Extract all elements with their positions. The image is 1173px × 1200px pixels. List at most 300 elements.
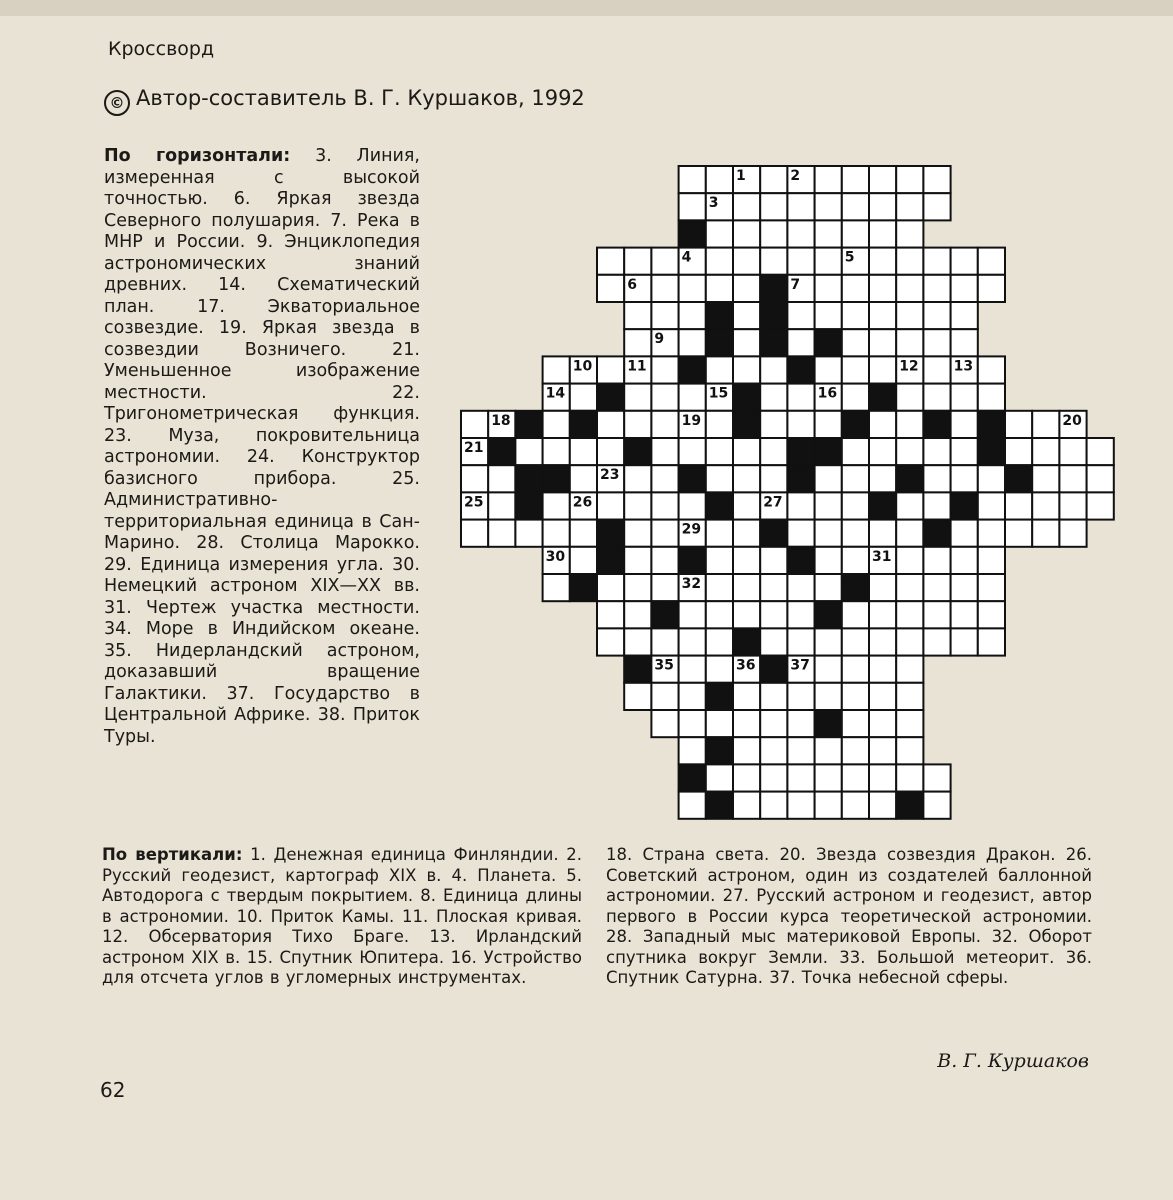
crossword-cell[interactable] bbox=[570, 438, 597, 465]
crossword-cell[interactable] bbox=[923, 166, 950, 193]
crossword-cell[interactable] bbox=[978, 547, 1005, 574]
crossword-cell[interactable] bbox=[869, 737, 896, 764]
crossword-cell[interactable] bbox=[679, 329, 706, 356]
crossword-number: 25 bbox=[464, 494, 484, 511]
crossword-cell[interactable] bbox=[951, 275, 978, 302]
crossword-cell[interactable] bbox=[842, 220, 869, 247]
crossword-cell[interactable] bbox=[624, 302, 651, 329]
crossword-cell[interactable] bbox=[651, 520, 678, 547]
crossword-cell[interactable] bbox=[679, 683, 706, 710]
crossword-cell[interactable] bbox=[787, 492, 814, 519]
crossword-cell[interactable] bbox=[896, 302, 923, 329]
crossword-cell[interactable] bbox=[951, 248, 978, 275]
crossword-cell[interactable] bbox=[842, 302, 869, 329]
crossword-cell[interactable] bbox=[815, 792, 842, 819]
crossword-cell[interactable] bbox=[733, 520, 760, 547]
crossword-cell[interactable] bbox=[842, 438, 869, 465]
crossword-cell[interactable] bbox=[896, 329, 923, 356]
crossword-number: 11 bbox=[627, 358, 647, 375]
crossword-cell[interactable] bbox=[760, 193, 787, 220]
crossword-cell[interactable] bbox=[706, 465, 733, 492]
crossword-cell[interactable] bbox=[651, 710, 678, 737]
crossword-cell[interactable] bbox=[461, 465, 488, 492]
crossword-cell[interactable] bbox=[842, 710, 869, 737]
crossword-cell[interactable] bbox=[733, 302, 760, 329]
crossword-cell[interactable] bbox=[978, 492, 1005, 519]
crossword-cell[interactable] bbox=[488, 465, 515, 492]
crossword-cell[interactable] bbox=[896, 275, 923, 302]
crossword-cell[interactable] bbox=[624, 547, 651, 574]
crossword-cell[interactable] bbox=[815, 574, 842, 601]
crossword-cell[interactable] bbox=[869, 438, 896, 465]
crossword-cell[interactable] bbox=[543, 492, 570, 519]
crossword-cell[interactable] bbox=[570, 465, 597, 492]
crossword-cell[interactable] bbox=[896, 601, 923, 628]
crossword-cell[interactable] bbox=[869, 628, 896, 655]
crossword-cell[interactable] bbox=[733, 438, 760, 465]
crossword-cell[interactable] bbox=[896, 737, 923, 764]
crossword-number: 36 bbox=[736, 657, 756, 674]
crossword-cell[interactable] bbox=[923, 384, 950, 411]
crossword-cell[interactable] bbox=[624, 520, 651, 547]
crossword-cell[interactable] bbox=[815, 683, 842, 710]
crossword-cell[interactable] bbox=[1059, 438, 1086, 465]
crossword-cell[interactable] bbox=[869, 465, 896, 492]
crossword-cell[interactable] bbox=[923, 302, 950, 329]
crossword-cell[interactable] bbox=[1005, 438, 1032, 465]
crossword-cell[interactable] bbox=[706, 166, 733, 193]
crossword-cell[interactable] bbox=[951, 601, 978, 628]
crossword-cell[interactable] bbox=[1087, 438, 1114, 465]
crossword-cell[interactable] bbox=[787, 193, 814, 220]
crossword-cell[interactable] bbox=[815, 220, 842, 247]
crossword-cell[interactable] bbox=[760, 547, 787, 574]
crossword-cell[interactable] bbox=[760, 248, 787, 275]
crossword-cell[interactable] bbox=[651, 248, 678, 275]
crossword-cell[interactable] bbox=[842, 275, 869, 302]
crossword-cell[interactable] bbox=[951, 628, 978, 655]
crossword-cell[interactable] bbox=[842, 737, 869, 764]
crossword-cell[interactable] bbox=[923, 193, 950, 220]
crossword-cell[interactable] bbox=[842, 193, 869, 220]
crossword-cell[interactable] bbox=[651, 465, 678, 492]
crossword-cell[interactable] bbox=[842, 792, 869, 819]
crossword-cell[interactable] bbox=[733, 329, 760, 356]
crossword-cell[interactable] bbox=[679, 438, 706, 465]
crossword-cell[interactable] bbox=[597, 601, 624, 628]
crossword-cell[interactable] bbox=[787, 248, 814, 275]
crossword-cell[interactable] bbox=[842, 683, 869, 710]
crossword-cell[interactable] bbox=[679, 656, 706, 683]
crossword-cell[interactable] bbox=[896, 683, 923, 710]
crossword-cell[interactable] bbox=[787, 302, 814, 329]
crossword-cell[interactable] bbox=[1005, 492, 1032, 519]
crossword-cell[interactable] bbox=[842, 764, 869, 791]
crossword-cell[interactable] bbox=[706, 601, 733, 628]
crossword-cell[interactable] bbox=[760, 737, 787, 764]
crossword-number: 38 bbox=[708, 739, 729, 756]
crossword-cell[interactable] bbox=[733, 737, 760, 764]
crossword-cell[interactable] bbox=[951, 520, 978, 547]
crossword-cell[interactable] bbox=[760, 465, 787, 492]
crossword-cell[interactable] bbox=[787, 792, 814, 819]
crossword-cell[interactable] bbox=[869, 683, 896, 710]
crossword-cell[interactable] bbox=[896, 384, 923, 411]
crossword-cell[interactable] bbox=[679, 737, 706, 764]
crossword-cell[interactable] bbox=[869, 574, 896, 601]
crossword-cell[interactable] bbox=[842, 547, 869, 574]
crossword-cell[interactable] bbox=[1005, 411, 1032, 438]
crossword-cell[interactable] bbox=[1032, 411, 1059, 438]
crossword-cell[interactable] bbox=[733, 193, 760, 220]
crossword-cell[interactable] bbox=[842, 384, 869, 411]
crossword-cell[interactable] bbox=[842, 628, 869, 655]
crossword-cell[interactable] bbox=[978, 465, 1005, 492]
crossword-number: 14 bbox=[545, 385, 566, 402]
crossword-cell[interactable] bbox=[842, 356, 869, 383]
crossword-cell[interactable] bbox=[815, 520, 842, 547]
crossword-cell[interactable] bbox=[842, 601, 869, 628]
crossword-cell[interactable] bbox=[978, 520, 1005, 547]
crossword-cell[interactable] bbox=[706, 438, 733, 465]
crossword-cell[interactable] bbox=[978, 601, 1005, 628]
crossword-cell[interactable] bbox=[923, 628, 950, 655]
crossword-cell[interactable] bbox=[488, 492, 515, 519]
crossword-cell[interactable] bbox=[597, 438, 624, 465]
crossword-cell[interactable] bbox=[869, 275, 896, 302]
crossword-cell[interactable] bbox=[461, 411, 488, 438]
crossword-cell[interactable] bbox=[733, 248, 760, 275]
crossword-cell[interactable] bbox=[733, 465, 760, 492]
crossword-cell[interactable] bbox=[760, 574, 787, 601]
crossword-cell[interactable] bbox=[1087, 492, 1114, 519]
crossword-cell[interactable] bbox=[733, 547, 760, 574]
crossword-cell[interactable] bbox=[760, 384, 787, 411]
crossword-cell[interactable] bbox=[923, 492, 950, 519]
crossword-cell[interactable] bbox=[815, 248, 842, 275]
crossword-cell[interactable] bbox=[896, 574, 923, 601]
crossword-black-cell bbox=[760, 329, 787, 356]
crossword-cell[interactable] bbox=[679, 492, 706, 519]
crossword-cell[interactable] bbox=[951, 302, 978, 329]
across-text: 3. Линия, измеренная с высокой точностью. 6. Яркая звезда Северного полушария. 7. Река в МНР и России. 9. Энциклопедия астрономических знаний древних. 14. Схематический план. 17. Экваториальное созвездие. 19. Яркая звезда в созвездии Возничего. 21. Уменьшенное изображение местности. 22. Тригонометрическая функция. 23. Муза, покровительница астрономии. 24. Конструктор базисного прибора. 25. Административно-территориальная единица в Сан-Марино. 28. Столица Марокко. 29. Единица измерения угла. 30. Немецкий астроном XIX—XX вв. 31. Чертеж участка местности. 34. Море в Индийском океане. 35. Нидерландский астроном, доказавший вращение Галактики. 37. Государство в Центральной Африке. 38. Приток Туры. bbox=[104, 146, 420, 747]
crossword-cell[interactable] bbox=[760, 683, 787, 710]
crossword-number: 6 bbox=[627, 276, 637, 293]
crossword-cell[interactable] bbox=[679, 628, 706, 655]
crossword-cell[interactable] bbox=[733, 356, 760, 383]
crossword-cell[interactable] bbox=[869, 302, 896, 329]
crossword-cell[interactable] bbox=[923, 248, 950, 275]
crossword-cell[interactable] bbox=[733, 220, 760, 247]
crossword-cell[interactable] bbox=[869, 329, 896, 356]
crossword-cell[interactable] bbox=[869, 601, 896, 628]
crossword-cell[interactable] bbox=[896, 492, 923, 519]
crossword-black-cell bbox=[842, 411, 869, 438]
crossword-cell[interactable] bbox=[651, 547, 678, 574]
crossword-cell[interactable] bbox=[597, 628, 624, 655]
crossword-cell[interactable] bbox=[597, 248, 624, 275]
crossword-black-cell bbox=[597, 520, 624, 547]
crossword-cell[interactable] bbox=[1032, 438, 1059, 465]
crossword-cell[interactable] bbox=[923, 574, 950, 601]
crossword-cell[interactable] bbox=[651, 356, 678, 383]
crossword-cell[interactable] bbox=[624, 628, 651, 655]
crossword-cell[interactable] bbox=[733, 574, 760, 601]
crossword-cell[interactable] bbox=[651, 302, 678, 329]
crossword-cell[interactable] bbox=[842, 329, 869, 356]
crossword-cell[interactable] bbox=[624, 492, 651, 519]
crossword-cell[interactable] bbox=[760, 411, 787, 438]
crossword-cell[interactable] bbox=[706, 275, 733, 302]
crossword-cell[interactable] bbox=[923, 547, 950, 574]
crossword-cell[interactable] bbox=[733, 492, 760, 519]
crossword-cell[interactable] bbox=[951, 547, 978, 574]
crossword-cell[interactable] bbox=[923, 601, 950, 628]
crossword-cell[interactable] bbox=[706, 547, 733, 574]
crossword-cell[interactable] bbox=[706, 764, 733, 791]
crossword-cell[interactable] bbox=[869, 411, 896, 438]
crossword-cell[interactable] bbox=[760, 628, 787, 655]
crossword-cell[interactable] bbox=[706, 656, 733, 683]
crossword-cell[interactable] bbox=[651, 628, 678, 655]
crossword-cell[interactable] bbox=[815, 764, 842, 791]
crossword-cell[interactable] bbox=[815, 411, 842, 438]
crossword-number: 30 bbox=[545, 548, 566, 565]
crossword-cell[interactable] bbox=[706, 220, 733, 247]
crossword-cell[interactable] bbox=[787, 764, 814, 791]
crossword-cell[interactable] bbox=[842, 520, 869, 547]
crossword-cell[interactable] bbox=[869, 193, 896, 220]
crossword-number: 19 bbox=[681, 412, 702, 429]
crossword-cell[interactable] bbox=[679, 792, 706, 819]
crossword-cell[interactable] bbox=[706, 574, 733, 601]
crossword-cell[interactable] bbox=[679, 384, 706, 411]
crossword-cell[interactable] bbox=[923, 764, 950, 791]
crossword-cell[interactable] bbox=[543, 411, 570, 438]
crossword-cell[interactable] bbox=[978, 384, 1005, 411]
crossword-cell[interactable] bbox=[842, 465, 869, 492]
crossword-cell[interactable] bbox=[733, 601, 760, 628]
crossword-cell[interactable] bbox=[488, 520, 515, 547]
crossword-cell[interactable] bbox=[869, 248, 896, 275]
crossword-cell[interactable] bbox=[760, 710, 787, 737]
crossword-cell[interactable] bbox=[842, 492, 869, 519]
crossword-cell[interactable] bbox=[651, 411, 678, 438]
crossword-cell[interactable] bbox=[597, 356, 624, 383]
crossword-cell[interactable] bbox=[624, 601, 651, 628]
crossword-cell[interactable] bbox=[787, 683, 814, 710]
crossword-cell[interactable] bbox=[570, 384, 597, 411]
crossword-cell[interactable] bbox=[1005, 520, 1032, 547]
crossword-cell[interactable] bbox=[733, 275, 760, 302]
crossword-cell[interactable] bbox=[706, 520, 733, 547]
crossword-cell[interactable] bbox=[842, 656, 869, 683]
crossword-number: 15 bbox=[708, 385, 729, 402]
crossword-cell[interactable] bbox=[760, 166, 787, 193]
crossword-cell[interactable] bbox=[570, 520, 597, 547]
crossword-cell[interactable] bbox=[461, 520, 488, 547]
crossword-cell[interactable] bbox=[679, 710, 706, 737]
crossword-cell[interactable] bbox=[679, 601, 706, 628]
crossword-cell[interactable] bbox=[515, 520, 542, 547]
crossword-cell[interactable] bbox=[706, 628, 733, 655]
crossword-cell[interactable] bbox=[760, 356, 787, 383]
crossword-cell[interactable] bbox=[651, 574, 678, 601]
crossword-cell[interactable] bbox=[923, 792, 950, 819]
crossword-cell[interactable] bbox=[679, 302, 706, 329]
crossword-cell[interactable] bbox=[706, 356, 733, 383]
crossword-cell[interactable] bbox=[923, 438, 950, 465]
crossword-cell[interactable] bbox=[787, 329, 814, 356]
crossword-cell[interactable] bbox=[978, 574, 1005, 601]
crossword-cell[interactable] bbox=[1032, 492, 1059, 519]
crossword-cell[interactable] bbox=[815, 465, 842, 492]
crossword-cell[interactable] bbox=[951, 465, 978, 492]
crossword-cell[interactable] bbox=[869, 764, 896, 791]
crossword-cell[interactable] bbox=[543, 574, 570, 601]
crossword-cell[interactable] bbox=[896, 710, 923, 737]
crossword-cell[interactable] bbox=[679, 193, 706, 220]
crossword-cell[interactable] bbox=[733, 683, 760, 710]
crossword-cell[interactable] bbox=[543, 438, 570, 465]
crossword-cell[interactable] bbox=[760, 764, 787, 791]
crossword-cell[interactable] bbox=[978, 275, 1005, 302]
crossword-cell[interactable] bbox=[543, 356, 570, 383]
crossword-cell[interactable] bbox=[815, 166, 842, 193]
crossword-cell[interactable] bbox=[951, 411, 978, 438]
crossword-cell[interactable] bbox=[1059, 492, 1086, 519]
crossword-number: 29 bbox=[681, 521, 702, 538]
crossword-cell[interactable] bbox=[624, 248, 651, 275]
crossword-cell[interactable] bbox=[815, 302, 842, 329]
crossword-black-cell bbox=[515, 465, 542, 492]
crossword-cell[interactable] bbox=[597, 574, 624, 601]
crossword-cell[interactable] bbox=[815, 492, 842, 519]
crossword-cell[interactable] bbox=[896, 411, 923, 438]
crossword-cell[interactable] bbox=[951, 384, 978, 411]
crossword-cell[interactable] bbox=[597, 411, 624, 438]
crossword-cell[interactable] bbox=[787, 574, 814, 601]
crossword-cell[interactable] bbox=[923, 275, 950, 302]
crossword-cell[interactable] bbox=[706, 710, 733, 737]
crossword-cell[interactable] bbox=[1032, 520, 1059, 547]
crossword-cell[interactable] bbox=[923, 356, 950, 383]
crossword-cell[interactable] bbox=[760, 792, 787, 819]
crossword-cell[interactable] bbox=[869, 356, 896, 383]
crossword-cell[interactable] bbox=[978, 356, 1005, 383]
crossword-cell[interactable] bbox=[787, 737, 814, 764]
crossword-cell[interactable] bbox=[787, 411, 814, 438]
crossword-cell[interactable] bbox=[787, 601, 814, 628]
crossword-cell[interactable] bbox=[787, 710, 814, 737]
crossword-cell[interactable] bbox=[624, 329, 651, 356]
crossword-cell[interactable] bbox=[978, 248, 1005, 275]
crossword-cell[interactable] bbox=[733, 710, 760, 737]
crossword-cell[interactable] bbox=[651, 683, 678, 710]
down-text-2: 18. Страна света. 20. Звезда созвездия Дракон. 26. Советский астроном, один из создателей баллонной астрономии. 27. Русский астроном и геодезист, автор первого в России курса теоретической астрономии. 28. Западный мыс материковой Европы. 32. Оборот спутника вокруг Земли. 33. Большой метеорит. 36. Спутник Сатурна. 37. Точка небесной сферы. bbox=[606, 845, 1092, 987]
crossword-cell[interactable] bbox=[679, 166, 706, 193]
crossword-cell[interactable] bbox=[624, 574, 651, 601]
crossword-cell[interactable] bbox=[869, 710, 896, 737]
crossword-cell[interactable] bbox=[624, 411, 651, 438]
crossword-cell[interactable] bbox=[923, 329, 950, 356]
crossword-cell[interactable] bbox=[978, 628, 1005, 655]
crossword-cell[interactable] bbox=[543, 520, 570, 547]
crossword-cell[interactable] bbox=[815, 193, 842, 220]
crossword-number: 35 bbox=[654, 657, 674, 674]
crossword-cell[interactable] bbox=[787, 384, 814, 411]
crossword-cell[interactable] bbox=[815, 737, 842, 764]
crossword-cell[interactable] bbox=[1059, 520, 1086, 547]
crossword-cell[interactable] bbox=[951, 574, 978, 601]
crossword-cell[interactable] bbox=[896, 220, 923, 247]
crossword-cell[interactable] bbox=[706, 248, 733, 275]
crossword-cell[interactable] bbox=[760, 601, 787, 628]
crossword-cell[interactable] bbox=[787, 628, 814, 655]
crossword-black-cell bbox=[869, 492, 896, 519]
crossword-cell[interactable] bbox=[869, 792, 896, 819]
crossword-cell[interactable] bbox=[733, 792, 760, 819]
crossword-cell[interactable] bbox=[869, 166, 896, 193]
crossword-cell[interactable] bbox=[869, 656, 896, 683]
crossword-cell[interactable] bbox=[815, 656, 842, 683]
crossword-number: 37 bbox=[790, 657, 810, 674]
crossword-cell[interactable] bbox=[951, 329, 978, 356]
crossword-cell[interactable] bbox=[624, 384, 651, 411]
crossword-cell[interactable] bbox=[896, 656, 923, 683]
crossword-cell[interactable] bbox=[679, 275, 706, 302]
crossword-cell[interactable] bbox=[869, 220, 896, 247]
crossword-cell[interactable] bbox=[896, 628, 923, 655]
crossword-cell[interactable] bbox=[815, 356, 842, 383]
crossword-cell[interactable] bbox=[896, 166, 923, 193]
crossword-cell[interactable] bbox=[1087, 465, 1114, 492]
crossword-cell[interactable] bbox=[570, 547, 597, 574]
crossword-cell[interactable] bbox=[651, 384, 678, 411]
crossword-cell[interactable] bbox=[760, 220, 787, 247]
crossword-cell[interactable] bbox=[896, 248, 923, 275]
crossword-cell[interactable] bbox=[1059, 465, 1086, 492]
crossword-cell[interactable] bbox=[760, 438, 787, 465]
crossword-cell[interactable] bbox=[869, 520, 896, 547]
crossword-cell[interactable] bbox=[624, 683, 651, 710]
crossword-cell[interactable] bbox=[951, 438, 978, 465]
crossword-cell[interactable] bbox=[651, 275, 678, 302]
crossword-cell[interactable] bbox=[815, 628, 842, 655]
crossword-cell[interactable] bbox=[787, 520, 814, 547]
crossword-cell[interactable] bbox=[896, 438, 923, 465]
crossword-cell[interactable] bbox=[624, 465, 651, 492]
crossword-number: 12 bbox=[899, 358, 919, 375]
crossword-cell[interactable] bbox=[815, 547, 842, 574]
crossword-cell[interactable] bbox=[896, 547, 923, 574]
crossword-cell[interactable] bbox=[896, 193, 923, 220]
crossword-cell[interactable] bbox=[787, 220, 814, 247]
crossword-cell[interactable] bbox=[515, 438, 542, 465]
crossword-cell[interactable] bbox=[815, 275, 842, 302]
crossword-cell[interactable] bbox=[1032, 465, 1059, 492]
crossword-cell[interactable] bbox=[896, 520, 923, 547]
crossword-cell[interactable] bbox=[923, 465, 950, 492]
crossword-cell[interactable] bbox=[706, 411, 733, 438]
crossword-cell[interactable] bbox=[597, 275, 624, 302]
crossword-cell[interactable] bbox=[651, 438, 678, 465]
crossword-cell[interactable] bbox=[597, 492, 624, 519]
crossword-cell[interactable] bbox=[651, 492, 678, 519]
crossword-cell[interactable] bbox=[896, 764, 923, 791]
crossword-cell[interactable] bbox=[842, 166, 869, 193]
crossword-cell[interactable] bbox=[733, 764, 760, 791]
